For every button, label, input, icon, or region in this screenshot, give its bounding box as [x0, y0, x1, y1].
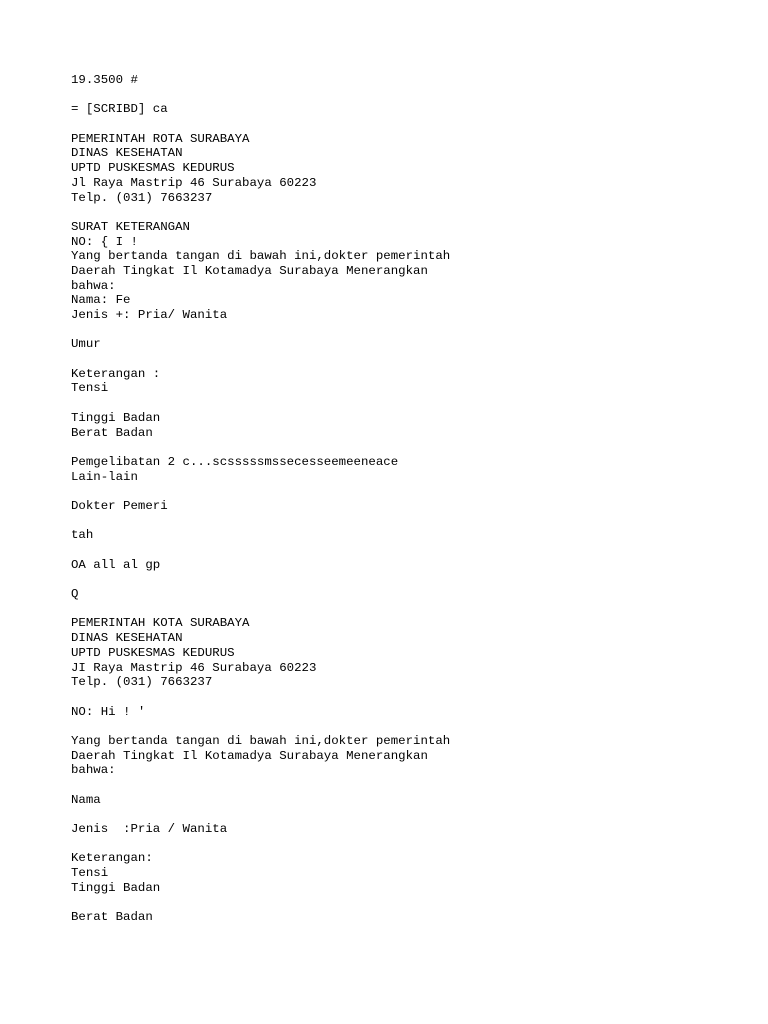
blank-line	[71, 117, 731, 132]
document-line: tah	[71, 528, 94, 543]
document-line: Keterangan:	[71, 851, 153, 866]
blank-line	[71, 440, 731, 455]
document-line: OA all al gp	[71, 557, 161, 572]
blank-line	[71, 396, 731, 411]
document-line: Q	[71, 587, 79, 602]
document-line: PEMERINTAH ROTA SURABAYA	[71, 131, 250, 146]
blank-line	[71, 514, 731, 529]
document-line: DINAS KESEHATAN	[71, 146, 183, 161]
document-line: Daerah Tingkat Il Kotamadya Surabaya Menerangkan	[71, 263, 428, 278]
document-line: NO: { I !	[71, 234, 138, 249]
document-line: DINAS KESEHATAN	[71, 631, 183, 646]
document-line: Telp. (031) 7663237	[71, 190, 213, 205]
blank-line	[71, 896, 731, 911]
document-line: Nama: Fe	[71, 293, 131, 308]
blank-line	[71, 690, 731, 705]
blank-line	[71, 572, 731, 587]
document-line: Yang bertanda tangan di bawah ini,dokter pemerintah	[71, 249, 451, 264]
document-line: Berat Badan	[71, 910, 153, 925]
document-line: SURAT KETERANGAN	[71, 219, 190, 234]
document-line: Dokter Pemeri	[71, 498, 168, 513]
document-line: bahwa:	[71, 763, 116, 778]
blank-line	[71, 543, 731, 558]
document-line: UPTD PUSKESMAS KEDURUS	[71, 161, 235, 176]
document-line: NO: Hi ! '	[71, 704, 146, 719]
blank-line	[71, 807, 731, 822]
document-line: PEMERINTAH KOTA SURABAYA	[71, 616, 250, 631]
blank-line	[71, 837, 731, 852]
document-line: Tensi	[71, 866, 109, 881]
document-line: Tinggi Badan	[71, 880, 161, 895]
document-line: Jl Raya Mastrip 46 Surabaya 60223	[71, 175, 317, 190]
blank-line	[71, 205, 731, 220]
blank-line	[71, 88, 731, 103]
document-line: Umur	[71, 337, 101, 352]
document-line: Jenis +: Pria/ Wanita	[71, 308, 228, 322]
document-line: Yang bertanda tangan di bawah ini,dokter pemerintah	[71, 733, 451, 748]
document-line: Tensi	[71, 381, 109, 396]
document-line: Keterangan :	[71, 366, 161, 381]
document-line: Lain-lain	[71, 469, 138, 484]
document-line: Nama	[71, 792, 101, 807]
blank-line	[71, 352, 731, 367]
document-line: = [SCRIBD] ca	[71, 102, 168, 117]
document-line: Daerah Tingkat Il Kotamadya Surabaya Menerangkan	[71, 748, 428, 763]
document-line: 19.3500 #	[71, 73, 138, 87]
blank-line	[71, 602, 731, 617]
document-line: bahwa:	[71, 278, 116, 293]
document-line: UPTD PUSKESMAS KEDURUS	[71, 645, 235, 660]
document-line: Pemgelibatan 2 c...scsssssmssecesseemeeneace	[71, 454, 399, 469]
document-line: Tinggi Badan	[71, 410, 161, 425]
document-line: Berat Badan	[71, 425, 153, 440]
document-line: Telp. (031) 7663237	[71, 675, 213, 690]
blank-line	[71, 323, 731, 338]
blank-line	[71, 484, 731, 499]
document-line: Jenis :Pria / Wanita	[71, 822, 228, 837]
blank-line	[71, 719, 731, 734]
ocr-document-text	[71, 73, 731, 925]
blank-line	[71, 778, 731, 793]
document-line: JI Raya Mastrip 46 Surabaya 60223	[71, 660, 317, 675]
